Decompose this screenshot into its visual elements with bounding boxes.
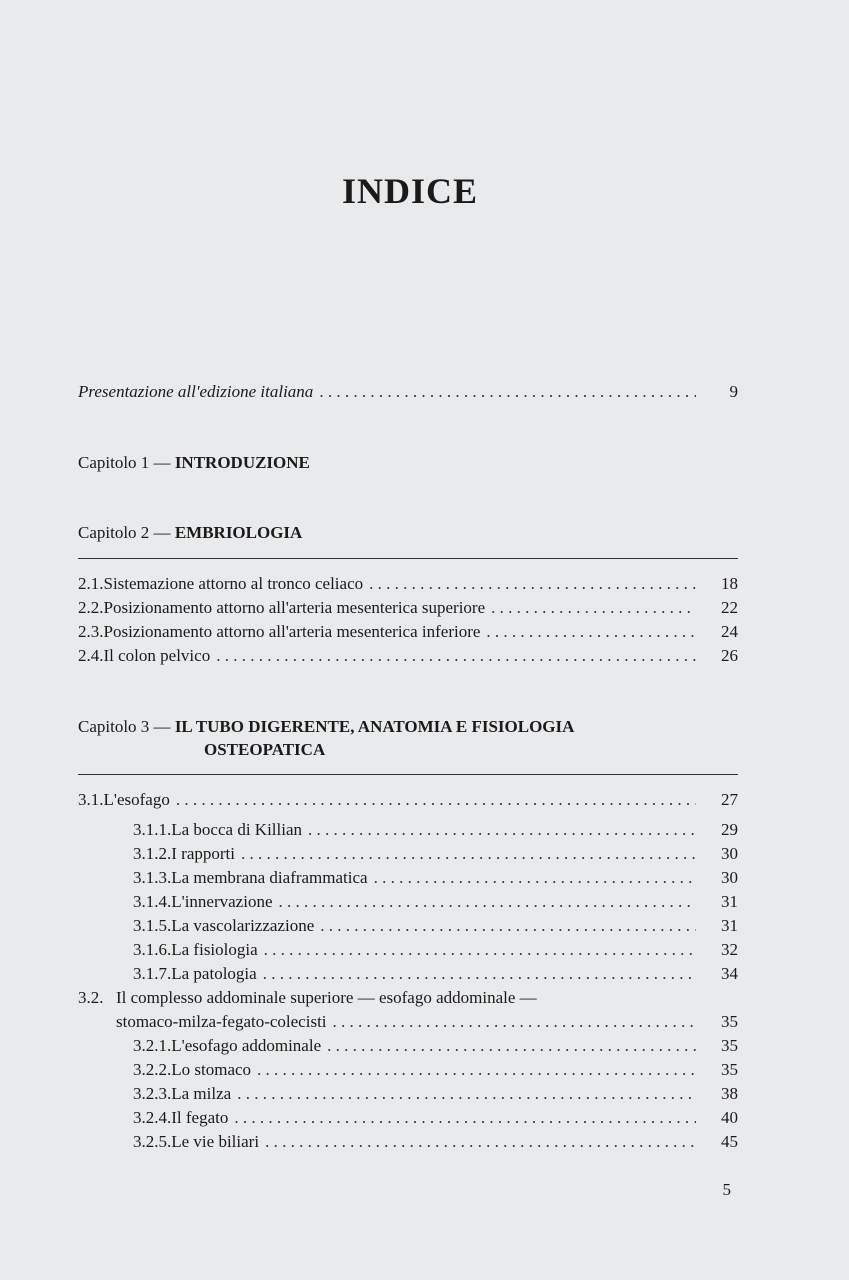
subsection-number: 3.2.4. bbox=[133, 1108, 172, 1127]
toc-entry-text: La bocca di Killian bbox=[171, 820, 303, 839]
toc-page-number: 35 bbox=[721, 1012, 738, 1031]
toc-entry-presentazione bbox=[78, 380, 738, 404]
chapter-title: EMBRIOLOGIA bbox=[174, 523, 303, 542]
chapter-prefix: Capitolo 2 — bbox=[78, 523, 171, 542]
toc-entry-text: L'esofago bbox=[103, 790, 170, 809]
toc-subentry bbox=[133, 1058, 738, 1082]
dot-leader bbox=[319, 380, 696, 404]
toc-page-number: 30 bbox=[721, 868, 738, 887]
section-number: 3.1. bbox=[78, 790, 104, 809]
toc-entry-text: La vascolarizzazione bbox=[171, 916, 315, 935]
toc-entry-text: Posizionamento attorno all'arteria mesenterica superiore bbox=[103, 598, 486, 617]
toc-page-number: 30 bbox=[721, 844, 738, 863]
subsection-number: 3.1.2. bbox=[133, 844, 172, 863]
toc-page-number: 35 bbox=[721, 1036, 738, 1055]
dot-leader bbox=[491, 596, 696, 620]
toc-entry-text: Lo stomaco bbox=[171, 1060, 252, 1079]
toc-subentry bbox=[133, 1034, 738, 1058]
toc-entry-text: La milza bbox=[171, 1084, 232, 1103]
toc-entry-text: I rapporti bbox=[171, 844, 235, 863]
toc-entry-text-continued: stomaco-milza-fegato-colecisti bbox=[116, 1012, 327, 1031]
section-number: 3.2. bbox=[78, 988, 104, 1007]
section-number: 2.3. bbox=[78, 622, 104, 641]
toc-entry-text: Sistemazione attorno al tronco celiaco bbox=[103, 574, 364, 593]
dot-leader bbox=[176, 788, 696, 812]
toc-entry-text: Presentazione all'edizione italiana bbox=[78, 382, 314, 401]
dot-leader bbox=[216, 644, 696, 668]
subsection-number: 3.1.3. bbox=[133, 868, 172, 887]
chapter-title-continued: OSTEOPATICA bbox=[204, 740, 326, 759]
chapter-2-heading bbox=[78, 521, 302, 545]
toc-subentry bbox=[133, 818, 738, 842]
toc-page-number: 40 bbox=[721, 1108, 738, 1127]
subsection-number: 3.1.1. bbox=[133, 820, 172, 839]
dot-leader bbox=[257, 1058, 696, 1082]
dot-leader bbox=[264, 938, 696, 962]
chapter-title: IL TUBO DIGERENTE, ANATOMIA E FISIOLOGIA bbox=[174, 717, 575, 736]
toc-page-number: 18 bbox=[721, 574, 738, 593]
section-number: 2.4. bbox=[78, 646, 104, 665]
chapter-3-heading-line2 bbox=[204, 738, 325, 762]
subsection-number: 3.1.4. bbox=[133, 892, 172, 911]
toc-entry-text: L'esofago addominale bbox=[171, 1036, 322, 1055]
toc-entry-text: L'innervazione bbox=[171, 892, 273, 911]
page-title: INDICE bbox=[341, 171, 479, 211]
toc-page-number: 27 bbox=[721, 790, 738, 809]
toc-entry bbox=[78, 596, 738, 620]
dot-leader bbox=[234, 1106, 696, 1130]
dot-leader bbox=[263, 962, 696, 986]
toc-page-number: 26 bbox=[721, 646, 738, 665]
toc-page-number: 35 bbox=[721, 1060, 738, 1079]
dot-leader bbox=[374, 866, 696, 890]
subsection-number: 3.1.6. bbox=[133, 940, 172, 959]
toc-subentry bbox=[133, 962, 738, 986]
toc-page-number: 32 bbox=[721, 940, 738, 959]
dot-leader bbox=[327, 1034, 696, 1058]
toc-page-number: 22 bbox=[721, 598, 738, 617]
subsection-number: 3.1.7. bbox=[133, 964, 172, 983]
toc-entry-text: La fisiologia bbox=[171, 940, 258, 959]
toc-page-number: 29 bbox=[721, 820, 738, 839]
toc-entry-text: La patologia bbox=[171, 964, 257, 983]
dot-leader bbox=[308, 818, 696, 842]
subsection-number: 3.1.5. bbox=[133, 916, 172, 935]
toc-entry-text: La membrana diaframmatica bbox=[171, 868, 368, 887]
toc-subentry bbox=[133, 914, 738, 938]
toc-subentry bbox=[133, 890, 738, 914]
subsection-number: 3.2.1. bbox=[133, 1036, 172, 1055]
section-number: 2.1. bbox=[78, 574, 104, 593]
toc-entry-text: Posizionamento attorno all'arteria mesenterica inferiore bbox=[103, 622, 481, 641]
subsection-number: 3.2.5. bbox=[133, 1132, 172, 1151]
toc-subentry bbox=[133, 866, 738, 890]
toc-page-number: 38 bbox=[721, 1084, 738, 1103]
toc-page-number: 45 bbox=[721, 1132, 738, 1151]
toc-entry-continued bbox=[116, 1010, 738, 1034]
toc-entry bbox=[78, 644, 738, 668]
chapter-1-heading bbox=[78, 451, 310, 475]
toc-subentry bbox=[133, 1130, 738, 1154]
toc-entry bbox=[78, 986, 738, 1010]
toc-subentry bbox=[133, 938, 738, 962]
dot-leader bbox=[279, 890, 697, 914]
toc-page-number: 9 bbox=[729, 382, 738, 401]
dot-leader bbox=[486, 620, 696, 644]
section-number: 2.2. bbox=[78, 598, 104, 617]
chapter-3-heading bbox=[78, 715, 574, 739]
toc-subentry bbox=[133, 1082, 738, 1106]
toc-entry-text: Il complesso addominale superiore — esofago addominale — bbox=[116, 988, 537, 1007]
dot-leader bbox=[369, 572, 696, 596]
dot-leader bbox=[265, 1130, 696, 1154]
divider-rule bbox=[78, 558, 738, 559]
toc-entry-text: Il fegato bbox=[171, 1108, 229, 1127]
divider-rule bbox=[78, 774, 738, 775]
page-number: 5 bbox=[722, 1180, 731, 1199]
toc-page-number: 34 bbox=[721, 964, 738, 983]
dot-leader bbox=[320, 914, 696, 938]
toc-subentry bbox=[133, 842, 738, 866]
subsection-number: 3.2.3. bbox=[133, 1084, 172, 1103]
chapter-prefix: Capitolo 3 — bbox=[78, 717, 171, 736]
toc-entry bbox=[78, 620, 738, 644]
dot-leader bbox=[241, 842, 696, 866]
dot-leader bbox=[333, 1010, 696, 1034]
toc-page-number: 24 bbox=[721, 622, 738, 641]
subsection-number: 3.2.2. bbox=[133, 1060, 172, 1079]
toc-entry bbox=[78, 788, 738, 812]
chapter-prefix: Capitolo 1 — bbox=[78, 453, 171, 472]
chapter-title: INTRODUZIONE bbox=[174, 453, 310, 472]
toc-entry bbox=[78, 572, 738, 596]
dot-leader bbox=[237, 1082, 696, 1106]
toc-entry-text: Il colon pelvico bbox=[103, 646, 211, 665]
toc-subentry bbox=[133, 1106, 738, 1130]
toc-entry-text: Le vie biliari bbox=[171, 1132, 260, 1151]
toc-page-number: 31 bbox=[721, 892, 738, 911]
toc-page-number: 31 bbox=[721, 916, 738, 935]
